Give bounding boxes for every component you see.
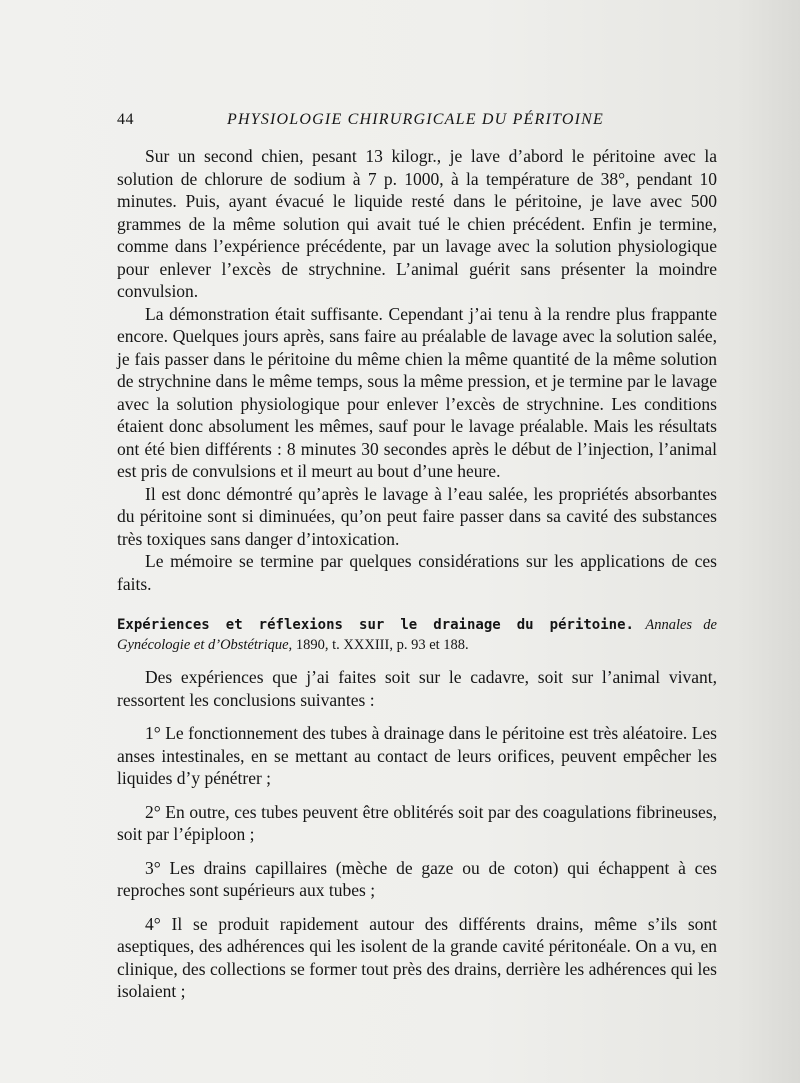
page-body [117, 145, 717, 1003]
section-citation: 1890, t. XXXIII, p. 93 et 188. [295, 637, 469, 653]
conclusion-item: 1° Le fonctionnement des tubes à drainage dans le péritoine est très aléatoire. Les anses intestinales, en se mettant au contact de leurs orifices, peuvent empêcher les liquides d’y pénétrer ; [117, 723, 717, 788]
page-number: 44 [117, 111, 134, 128]
paragraph: Il est donc démontré qu’après le lavage à l’eau salée, les propriétés absorbantes du péritoine sont si diminuées, qu’on peut faire passer dans sa cavité des substances très toxiques sans danger d’intoxication. [117, 483, 717, 549]
paragraph: Sur un second chien, pesant 13 kilogr., je lave d’abord le péritoine avec la solution de chlorure de sodium à 7 p. 1000, à la température de 38°, pendant 10 minutes. Puis, ayant évacué le liquide resté dans le péritoine, je lave avec 500 grammes de la même solution qui avait tué le chien précédent. Enfin je termine, comme dans l’expérience précédente, par un lavage avec la solution physiologique pour enlever l’excès de strychnine. L’animal guérit sans présenter la moindre convulsion. [117, 146, 717, 301]
section-journal: Annales de Gynécologie et d’Obstétrique, [117, 617, 717, 653]
page-header [117, 111, 610, 135]
conclusion-item: 2° En outre, ces tubes peuvent être oblitérés soit par des coagulations fibrineuses, soit par l’épiploon ; [117, 801, 717, 844]
paragraph: Le mémoire se termine par quelques considérations sur les applications de ces faits. [117, 551, 717, 594]
paragraph: La démonstration était suffisante. Cependant j’ai tenu à la rendre plus frappante encore. Quelques jours après, sans faire au préalable de lavage avec la solution salée, je fais passer dans le péritoine du même chien la même quantité de la même solution de strychnine dans le même temps, sous la même pression, et je termine par le lavage avec la solution physiologique pour enlever l’excès de strychnine. Les conditions étaient donc absolument les mêmes, sauf pour le lavage préalable. Mais les résultats ont été bien différents : 8 minutes 30 secondes après le début de l’injection, l’animal est pris de convulsions et il meurt au bout d’une heure. [117, 303, 717, 481]
section-heading [117, 615, 717, 655]
conclusion-item: 3° Les drains capillaires (mèche de gaze ou de coton) qui échappent à ces reproches sont supérieurs aux tubes ; [117, 857, 717, 900]
conclusion-item: 4° Il se produit rapidement autour des différents drains, même s’ils sont aseptiques, des adhérences qui les isolent de la grande cavité péritonéale. On a vu, en clinique, des collections se former tout près des drains, derrière les adhérences qui les isolaient ; [117, 913, 717, 1001]
paragraph: Des expériences que j’ai faites soit sur le cadavre, soit sur l’animal vivant, ressortent les conclusions suivantes : [117, 667, 717, 710]
running-head: PHYSIOLOGIE CHIRURGICALE DU PÉRITOINE [227, 111, 604, 128]
section-title: Expériences et réflexions sur le drainage du péritoine. [117, 617, 634, 633]
